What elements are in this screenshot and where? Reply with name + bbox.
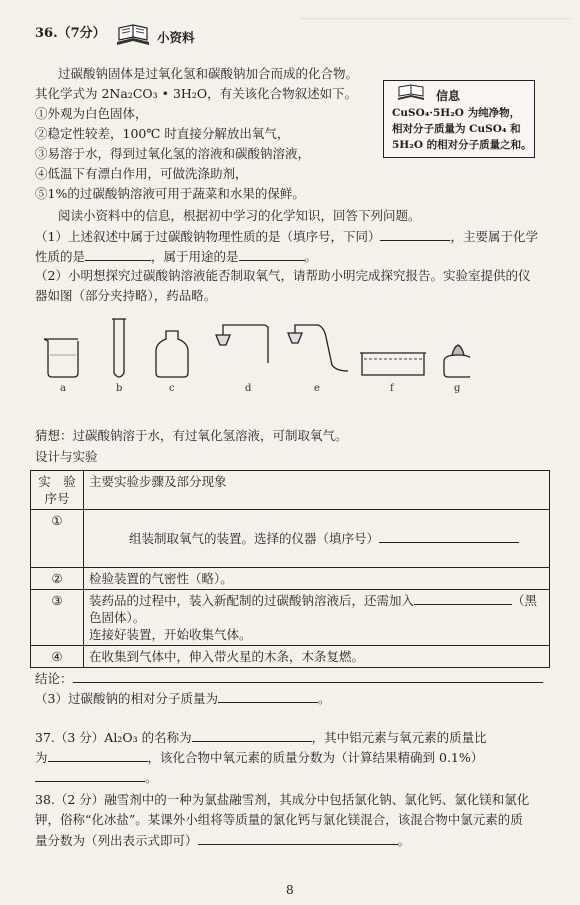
fact-5: ⑤1%的过碳酸钠溶液可用于蔬菜和水果的保鲜。 — [35, 186, 305, 201]
hypothesis-text: 猜想：过碳酸钠溶于水，有过氧化氢溶液，可制取氧气。 — [35, 428, 348, 443]
experiment-table — [30, 470, 550, 668]
table-row — [31, 510, 550, 568]
answer-blank[interactable] — [218, 690, 318, 703]
answer-blank[interactable] — [85, 248, 151, 261]
water-trough-icon — [360, 353, 426, 375]
answer-blank[interactable] — [414, 592, 512, 605]
test-tube-icon — [112, 319, 126, 377]
info-line: 5H₂O 的相对分子质量之和。 — [392, 139, 532, 151]
row-number: ④ — [31, 646, 84, 668]
answer-blank[interactable] — [379, 530, 519, 543]
ref-title: 小资料 — [157, 30, 195, 45]
answer-blank[interactable] — [35, 769, 145, 782]
label-b: b — [116, 383, 123, 394]
conclusion-line: 结论： — [35, 670, 543, 687]
row-step: 组装制取氧气的装置。选择的仪器（填序号） — [84, 510, 550, 568]
reference-book-icon — [115, 22, 151, 46]
q38-text-cont: 钾，俗称“化冰盐”。某课外小组将等质量的氯化钙与氯化镁混合，该混合物中氯元素的质 — [35, 812, 523, 827]
label-g: g — [454, 383, 461, 394]
q36-1-text-cont: 性质的是 ，属于用途的是 。 — [35, 249, 318, 264]
table-header-row — [31, 471, 550, 510]
fact-4: ④低温下有漂白作用，可做洗涤助剂， — [35, 166, 248, 181]
delivery-tube-icon — [288, 325, 348, 371]
answer-blank[interactable] — [198, 832, 398, 845]
page-number: 8 — [286, 883, 294, 897]
q37-text-cont: 为 ，该化合物中氧元素的质量分数为（计算结果精确到 0.1%） — [35, 750, 484, 765]
stopper-tube-icon — [216, 325, 268, 363]
q36-3-text: （3）过碳酸钠的相对分子质量为 。 — [35, 691, 331, 706]
q38-text: 38.（2 分）融雪剂中的一种为氯盐融雪剂，其成分中包括氯化钠、氯化钙、氯化镁和氯化 — [35, 792, 530, 807]
formula-line: 其化学式为 2Na₂CO₃ • 3H₂O，有关该化合物叙述如下。 — [35, 86, 358, 101]
label-f: f — [390, 383, 394, 394]
label-a: a — [60, 383, 66, 394]
apparatus-figure — [40, 305, 470, 400]
answer-blank[interactable] — [380, 228, 450, 241]
intro-text: 过碳酸钠固体是过氧化氢和碳酸钠加合而成的化合物。 — [58, 66, 359, 81]
q36-header: 36.（7分） — [35, 26, 106, 41]
info-line: 相对分子质量为 CuSO₄ 和 — [392, 123, 521, 135]
row-step: 在收集到气体中，伸入带火星的木条，木条复燃。 — [84, 646, 550, 668]
table-row — [31, 646, 550, 668]
q36-2-text: （2）小明想探究过碳酸钠溶液能否制取氧气，请帮助小明完成探究报告。实验室提供的仪 — [35, 268, 531, 283]
q38-text-cont2: 量分数为（列出表示式即可） 。 — [35, 833, 411, 848]
beaker-icon — [44, 339, 78, 377]
answer-blank[interactable] — [192, 729, 312, 742]
prompt-text: 阅读小资料中的信息，根据初中学习的化学知识，回答下列问题。 — [58, 208, 421, 223]
alcohol-lamp-icon — [444, 345, 470, 377]
label-e: e — [314, 383, 320, 394]
answer-blank[interactable] — [239, 248, 305, 261]
answer-blank[interactable] — [48, 749, 148, 762]
fact-1: ①外观为白色固体， — [35, 106, 148, 121]
fact-2: ②稳定性较差，100℃ 时直接分解放出氧气， — [35, 126, 290, 141]
row-number: ② — [31, 568, 84, 590]
header-steps: 主要实验步骤及部分现象 — [84, 471, 550, 510]
row-step: 装药品的过程中，装入新配制的过碳酸钠溶液后，还需加入 （黑色固体）。 连接好装置，开始收集气体。 — [84, 590, 550, 646]
fact-3: ③易溶于水，得到过氧化氢的溶液和碳酸钠溶液， — [35, 146, 311, 161]
table-row — [31, 590, 550, 646]
table-row — [31, 568, 550, 590]
info-line: CuSO₄·5H₂O 为纯净物， — [392, 107, 521, 119]
row-step: 检验装置的气密性（略）。 — [84, 568, 550, 590]
bleed-through — [300, 4, 570, 19]
row-number: ① — [31, 510, 84, 568]
q36-2-text-cont: 器如图（部分夹持略），药品略。 — [35, 288, 217, 303]
q36-1-text: （1）上述叙述中属于过碳酸钠物理性质的是（填序号，下同） ，主要属于化学 — [35, 229, 538, 244]
q37-text: 37.（3 分）Al₂O₃ 的名称为 ，其中铝元素与氧元素的质量比 — [35, 730, 487, 745]
answer-blank[interactable] — [73, 670, 543, 683]
info-title: 信息 — [436, 89, 461, 103]
row-number: ③ — [31, 590, 84, 646]
info-box — [383, 80, 535, 158]
label-d: d — [245, 383, 252, 394]
bottle-icon — [156, 331, 188, 377]
design-title: 设计与实验 — [35, 449, 98, 464]
header-seq: 实 验 序号 — [31, 471, 84, 510]
label-c: c — [169, 383, 175, 394]
q37-text-cont2: 。 — [35, 769, 158, 786]
info-icon — [396, 83, 426, 101]
